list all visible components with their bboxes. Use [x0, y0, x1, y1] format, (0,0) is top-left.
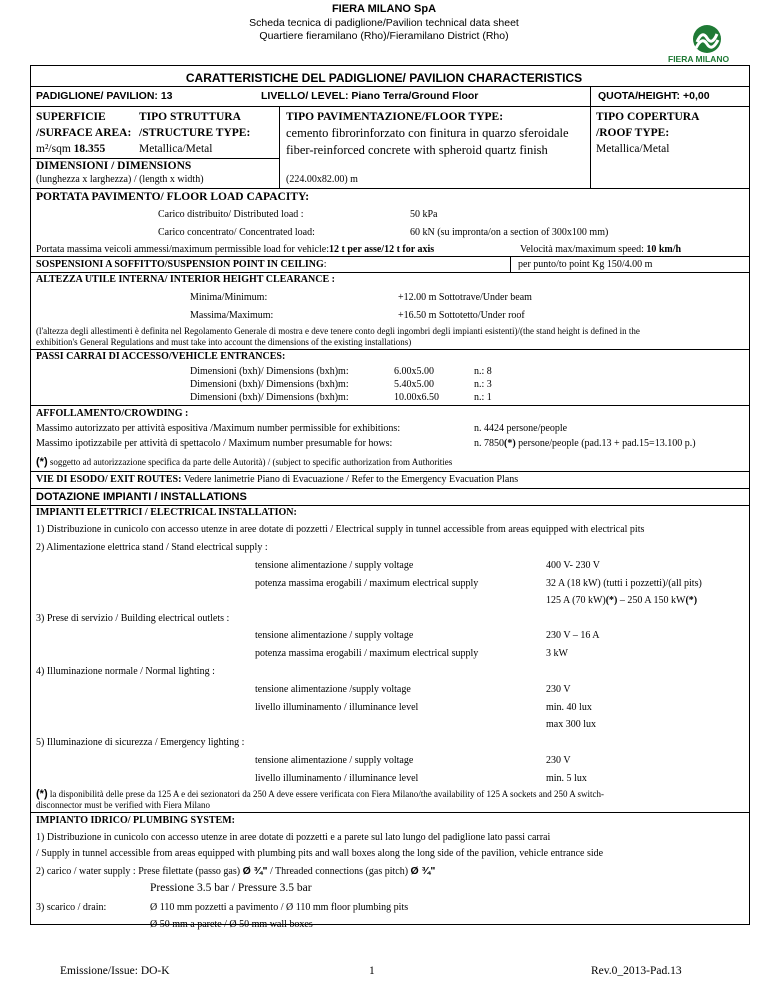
water-supply-threaded: / Threaded connections (gas pitch): [267, 866, 409, 877]
outlets-voltage-label: tensione alimentazione / supply voltage: [255, 630, 414, 641]
crowding-title: AFFOLLAMENTO/CROWDING :: [36, 408, 189, 419]
suspension-value: per punto/to point Kg 150/4.00 m: [518, 259, 653, 270]
surface-unit: m²/sqm: [36, 143, 71, 155]
entrance-row-3-label: Dimensioni (bxh)/ Dimensions (bxh)m:: [190, 392, 349, 403]
roof-label-it: TIPO COPERTURA: [596, 111, 700, 123]
drain-label: 3) scarico / drain:: [36, 902, 107, 913]
dimensions-label: DIMENSIONI / DIMENSIONS: [36, 160, 192, 172]
stand-voltage-label: tensione alimentazione / supply voltage: [255, 560, 414, 571]
stand-power-asterisk-2: (*): [685, 595, 698, 606]
electrical-item-2: 2) Alimentazione elettrica stand / Stand electrical supply :: [36, 542, 268, 553]
emergency-light-voltage-value: 230 V: [546, 755, 571, 766]
entrance-row-3-size: 10.00x6.50: [394, 392, 439, 403]
plumbing-item-1-line2: / Supply in tunnel accessible from areas equipped with plumbing pits and wall boxes along the long side of the pavilion, vehicle entrance side: [36, 848, 604, 859]
footer-revision: Rev.0_2013-Pad.13: [591, 965, 682, 977]
installations-title: DOTAZIONE IMPIANTI / INSTALLATIONS: [36, 491, 247, 503]
clearance-max-label: Massima/Maximum:: [190, 310, 274, 321]
electrical-note-line2: disconnector must be verified with Fiera Milano: [36, 800, 210, 810]
normal-light-voltage-value: 230 V: [546, 684, 571, 695]
clearance-max-value: +16.50 m Sottotetto/Under roof: [398, 310, 525, 321]
crowding-shows-people: persone/people (pad.13 + pad.15=13.100 p.): [515, 438, 696, 449]
stand-power-value-2b: – 250 A 150 kW: [617, 595, 686, 606]
structure-value: Metallica/Metal: [139, 143, 213, 155]
exit-routes-title: VIE DI ESODO/ EXIT ROUTES:: [36, 474, 182, 485]
emergency-light-voltage-label: tensione alimentazione / supply voltage: [255, 755, 414, 766]
floor-type-label: TIPO PAVIMENTAZIONE/FLOOR TYPE:: [286, 111, 504, 123]
clearance-min-value: +12.00 m Sottotrave/Under beam: [398, 292, 532, 303]
concentrated-load-label: Carico concentrato/ Concentrated load:: [158, 227, 315, 238]
concentrated-load-value: 60 kN (su impronta/on a section of 300x100 mm): [410, 227, 609, 238]
vehicle-load-label: Portata massima veicoli ammessi/maximum permissible load for vehicle:: [36, 244, 329, 255]
footer-issue: Emissione/Issue: DO-K: [60, 965, 170, 977]
dimensions-value: (224.00x82.00) m: [286, 174, 358, 185]
drain-wall-boxes: Ø 50 mm a parete / Ø 50 mm wall boxes: [150, 919, 313, 930]
clearance-note-line1: (l'altezza degli allestimenti è definita nel Regolamento Generale di mostra e deve tenere conto degli ingombri degli impianti esistenti)/(the stand height is defined in the: [36, 326, 640, 336]
roof-value: Metallica/Metal: [596, 143, 670, 155]
surface-label-en: /SURFACE AREA:: [36, 127, 132, 139]
height-label: QUOTA/HEIGHT: +0,00: [598, 90, 710, 102]
suspension-title: SOSPENSIONI A SOFFITTO/SUSPENSION POINT IN CEILING: [36, 259, 324, 270]
entrance-row-2-count: n.: 3: [474, 379, 492, 390]
electrical-item-5: 5) Illuminazione di sicurezza / Emergency lighting :: [36, 737, 245, 748]
crowding-note: soggetto ad autorizzazione specifica da parte delle Autorità) / (subject to specific authorization from Authorities: [47, 457, 453, 467]
stand-voltage-value: 400 V- 230 V: [546, 560, 600, 571]
crowding-shows-asterisk: (*): [504, 438, 516, 449]
floor-type-it: cemento fibrorinforzato con finitura in quarzo sferoidale: [286, 126, 569, 140]
exit-routes-text: Vedere lanimetrie Piano di Evacuazione / Refer to the Emergency Evacuation Plans: [181, 474, 519, 485]
structure-label-en: /STRUCTURE TYPE:: [139, 127, 251, 139]
outlets-voltage-value: 230 V – 16 A: [546, 630, 600, 641]
suspension-colon: :: [323, 259, 327, 270]
roof-label-en: /ROOF TYPE:: [596, 127, 670, 139]
distributed-load-label: Carico distribuito/ Distributed load :: [158, 209, 304, 220]
entrance-row-2-label: Dimensioni (bxh)/ Dimensions (bxh)m:: [190, 379, 349, 390]
footer-page-number: 1: [369, 965, 375, 977]
normal-light-lux-label: livello illuminamento / illuminance level: [255, 702, 419, 713]
clearance-title: ALTEZZA UTILE INTERNA/ INTERIOR HEIGHT CLEARANCE :: [36, 274, 335, 285]
surface-value: 18.355: [73, 143, 106, 155]
max-speed-label: Velocità max/maximum speed:: [520, 244, 644, 255]
pavilion-number: PADIGLIONE/ PAVILION: 13: [36, 90, 173, 102]
vehicle-load-value: 12 t per asse/12 t for axis: [329, 244, 435, 255]
distributed-load-value: 50 kPa: [410, 209, 438, 220]
characteristics-title: CARATTERISTICHE DEL PADIGLIONE/ PAVILION CHARACTERISTICS: [185, 71, 583, 85]
plumbing-item-1-line1: 1) Distribuzione in cunicolo con accesso utenze in aree dotate di pozzetti e a parete sul lato lungo del padiglione lato passi carrai: [36, 832, 551, 843]
clearance-note-line2: exhibition's General Regulations and must take into account the dimensions of the existing installations): [36, 337, 412, 347]
max-speed-value: 10 km/h: [646, 244, 682, 255]
crowding-shows-label: Massimo ipotizzabile per attività di spettacolo / Maximum number presumable for hows:: [36, 438, 393, 449]
outlets-power-value: 3 kW: [546, 648, 568, 659]
electrical-item-3: 3) Prese di servizio / Building electrical outlets :: [36, 613, 230, 624]
water-pressure: Pressione 3.5 bar / Pressure 3.5 bar: [150, 882, 312, 894]
emergency-light-lux-value: min. 5 lux: [546, 773, 587, 784]
electrical-title: IMPIANTI ELETTRICI / ELECTRICAL INSTALLATION:: [36, 507, 297, 518]
sheet-subtitle: Scheda tecnica di padiglione/Pavilion technical data sheet: [249, 17, 519, 29]
crowding-exhibition-label: Massimo autorizzato per attività espositiva /Maximum number permissible for exhibitions:: [36, 423, 401, 434]
electrical-item-1: 1) Distribuzione in cunicolo con accesso utenze in aree dotate di pozzetti / Electrical supply in tunnel accessible from areas equipped with electrical pits: [36, 524, 645, 535]
company-name: FIERA MILANO SpA: [331, 3, 437, 15]
surface-label-it: SUPERFICIE: [36, 111, 106, 123]
electrical-note-asterisk: (*): [36, 788, 48, 800]
drain-floor-pits: Ø 110 mm pozzetti a pavimento / Ø 110 mm floor plumbing pits: [150, 902, 409, 913]
floor-load-title: PORTATA PAVIMENTO/ FLOOR LOAD CAPACITY:: [36, 191, 310, 203]
crowding-shows-value: n. 7850: [474, 438, 504, 449]
crowding-exhibition-value: n. 4424 persone/people: [474, 423, 568, 434]
gas-pitch-diameter-2: Ø ¾": [410, 865, 436, 877]
logo-text: FIERA MILANO: [668, 54, 730, 64]
plumbing-title: IMPIANTO IDRICO/ PLUMBING SYSTEM:: [36, 815, 235, 826]
electrical-note-line1: la disponibilità delle prese da 125 A e dei sezionatori da 250 A deve essere verificata con Fiera Milano/the availability of 125 A sockets and 250 A switch-: [47, 789, 604, 799]
water-supply-label: 2) carico / water supply : Prese filettate (passo gas): [36, 866, 241, 877]
normal-light-voltage-label: tensione alimentazione /supply voltage: [255, 684, 411, 695]
dimensions-sublabel: (lunghezza x larghezza) / (length x width): [36, 174, 204, 185]
level-label: LIVELLO/ LEVEL: Piano Terra/Ground Floor: [261, 90, 479, 102]
gas-pitch-diameter-1: Ø ¾": [242, 865, 268, 877]
stand-power-value-2a: 125 A (70 kW): [546, 595, 606, 606]
normal-light-lux-min: min. 40 lux: [546, 702, 592, 713]
stand-power-asterisk-1: (*): [605, 595, 618, 606]
crowding-note-asterisk: (*): [36, 456, 48, 468]
structure-label-it: TIPO STRUTTURA: [139, 111, 241, 123]
entrance-row-1-size: 6.00x5.00: [394, 366, 434, 377]
electrical-item-4: 4) Illuminazione normale / Normal lighting :: [36, 666, 215, 677]
normal-light-lux-max: max 300 lux: [546, 719, 596, 730]
stand-power-value: 32 A (18 kW) (tutti i pozzetti)/(all pits): [546, 578, 702, 589]
clearance-min-label: Minima/Minimum:: [190, 292, 268, 303]
entrances-title: PASSI CARRAI DI ACCESSO/VEHICLE ENTRANCES:: [36, 351, 286, 362]
outlets-power-label: potenza massima erogabili / maximum electrical supply: [255, 648, 479, 659]
entrance-row-1-count: n.: 8: [474, 366, 492, 377]
emergency-light-lux-label: livello illuminamento / illuminance level: [255, 773, 419, 784]
stand-power-label: potenza massima erogabili / maximum electrical supply: [255, 578, 479, 589]
floor-type-en: fiber-reinforced concrete with spheroid quartz finish: [286, 143, 548, 157]
district-subtitle: Quartiere fieramilano (Rho)/Fieramilano District (Rho): [259, 30, 509, 42]
entrance-row-2-size: 5.40x5.00: [394, 379, 434, 390]
entrance-row-1-label: Dimensioni (bxh)/ Dimensions (bxh)m:: [190, 366, 349, 377]
fiera-milano-logo: [658, 22, 754, 66]
entrance-row-3-count: n.: 1: [474, 392, 492, 403]
